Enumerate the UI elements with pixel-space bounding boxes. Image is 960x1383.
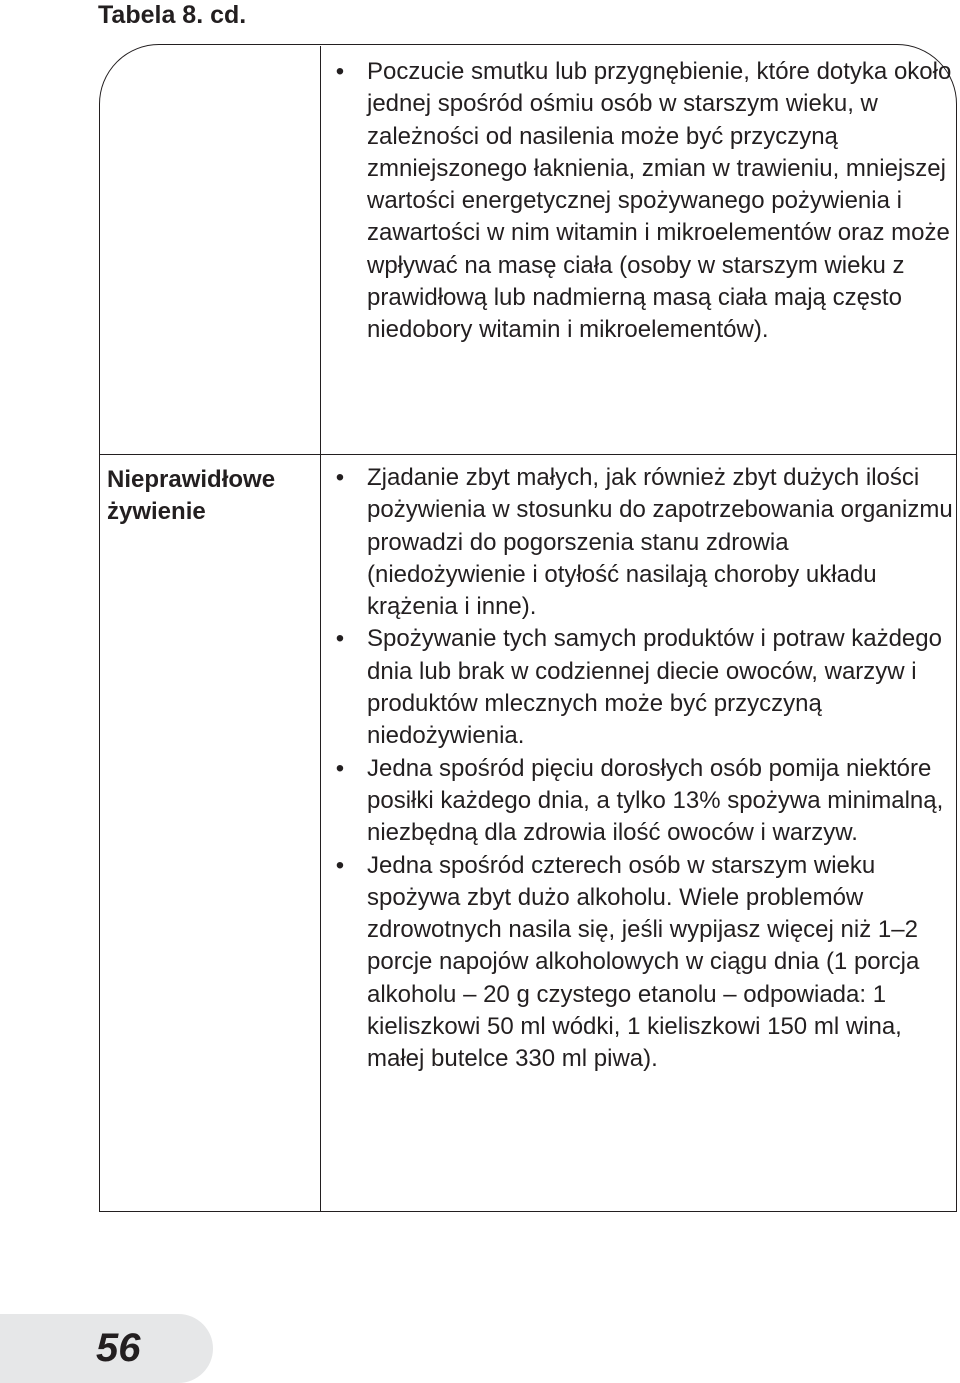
list-item bbox=[333, 56, 953, 347]
list-item bbox=[333, 753, 953, 850]
column-divider bbox=[320, 46, 321, 1212]
bullet-icon: • bbox=[335, 754, 345, 782]
list-item-text: Jedna spośród pięciu dorosłych osób pomija niektóre posiłki każdego dnia, a tylko 13% spożywa minimalną, niezbędną dla zdrowia ilość owoców i warzyw. bbox=[367, 754, 944, 847]
list-item bbox=[333, 850, 953, 1076]
content-cell-bottom bbox=[333, 462, 953, 1076]
list-item-text: Jedna spośród czterech osób w starszym wieku spożywa zbyt dużo alkoholu. Wiele problemów zdrowotnych nasila się, jeśli wypijasz więcej niż 1–2 porcje napojów alkoholowych w ciągu dnia (1 porcja alkoholu – 20 g czystego etanolu – odpowiada: 1 kieliszkowi 50 ml wódki, 1 kieliszkowi 150 ml wina, małej butelce 330 ml piwa). bbox=[367, 851, 920, 1073]
table-caption: Tabela 8. cd. bbox=[98, 1, 247, 29]
bullet-icon: • bbox=[335, 464, 345, 491]
page-number: 56 bbox=[96, 1326, 141, 1370]
bullet-list bbox=[333, 462, 953, 1076]
list-item-text: Zjadanie zbyt małych, jak również zbyt dużych ilości pożywienia w stosunku do zapotrzebowania organizmu prowadzi do pogorszenia stanu zdrowia (niedożywienie i otyłość nasilają choroby układu krążenia i inne). bbox=[367, 464, 953, 621]
list-item bbox=[333, 623, 953, 752]
bullet-icon: • bbox=[335, 625, 345, 653]
bullet-icon: • bbox=[335, 851, 345, 879]
bullet-list bbox=[333, 56, 953, 347]
row-label: Nieprawidłowe żywienie bbox=[107, 466, 276, 525]
content-cell-top bbox=[333, 56, 953, 347]
list-item-text: Poczucie smutku lub przygnębienie, które dotyka około jednej spośród ośmiu osób w starszym wieku, w zależności od nasilenia może być przyczyną zmniejszonego łaknienia, zmian w trawieniu, mniejszej wartości energetycznej spożywanego pożywienia i zawartości w nim witamin i mikroelementów oraz może wpływać na masę ciała (osoby w starszym wieku z prawidłową lub nadmierną masą ciała mają często niedobory witamin i mikroelementów). bbox=[367, 58, 952, 344]
bullet-icon: • bbox=[335, 58, 345, 85]
list-item-text: Spożywanie tych samych produktów i potraw każdego dnia lub brak w codziennej diecie owoców, warzyw i produktów mlecznych może być przyczyną niedożywienia. bbox=[367, 625, 942, 750]
cell-divider bbox=[99, 454, 957, 455]
list-item bbox=[333, 462, 953, 623]
